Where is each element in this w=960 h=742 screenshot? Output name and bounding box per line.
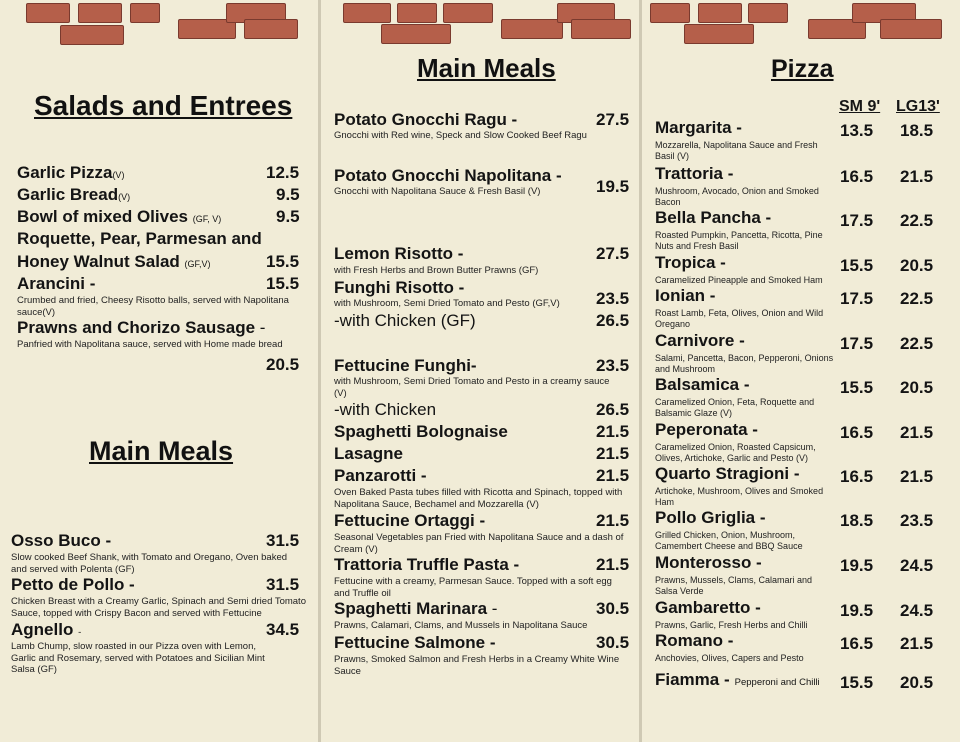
brick-decoration <box>0 0 318 46</box>
funghi-risotto: Funghi Risotto - <box>334 278 465 297</box>
pizza-name <box>655 375 750 395</box>
main-meals-heading: Main Meals <box>417 53 556 83</box>
agnello: Agnello - <box>11 620 82 639</box>
pizza-name <box>655 253 726 273</box>
pizza-desc: Mushroom, Avocado, Onion and Smoked Bacon <box>655 186 819 207</box>
pizza-price-small: 15.5 <box>840 673 874 692</box>
pizza-name-text: Gambaretto - <box>655 598 761 617</box>
pizza-desc: Caramelized Onion, Feta, Roquette and Balsamic Glaze (V) <box>655 397 815 418</box>
pizza-name <box>655 331 745 351</box>
fettucine-funghi-desc: with Mushroom, Semi Dried Tomato and Pesto in a creamy sauce (V) <box>334 376 610 399</box>
trattoria-truffle-pasta-desc: Fettucine with a creamy, Parmesan Sauce. Topped with a soft egg and Truffle oil <box>334 576 612 599</box>
large-size-header: LG13' <box>896 98 940 115</box>
pizza-name <box>655 118 742 138</box>
roquette-salad-line1: Roquette, Pear, Parmesan and <box>17 229 262 248</box>
pizza-desc: Artichoke, Mushroom, Olives and Smoked Ham <box>655 486 824 507</box>
pizza-desc: Anchovies, Olives, Capers and Pesto <box>655 653 804 663</box>
roquette-salad-line2: Honey Walnut Salad (GF,V) <box>17 252 211 271</box>
pizza-price-small: 16.5 <box>840 167 874 186</box>
pizza-price-small: 16.5 <box>840 423 874 442</box>
pizza-name <box>655 420 758 440</box>
menu-panel-salads <box>0 0 318 742</box>
pizza-name <box>655 631 733 651</box>
arancini: Arancini - <box>17 274 96 293</box>
fettucine-funghi-price: 23.5 <box>596 356 630 375</box>
garlic-pizza: Garlic Pizza(V) <box>17 163 125 182</box>
agnello-desc: Lamb Chump, slow roasted in our Pizza oven with Lemon, Garlic and Rosemary, served with Potatoes and Sicilian Mint Salsa (GF) <box>11 641 265 675</box>
pizza-desc: Grilled Chicken, Onion, Mushroom, Camembert Cheese and BBQ Sauce <box>655 530 803 551</box>
pizza-price-large: 23.5 <box>900 511 934 530</box>
menu-panel-pizza <box>642 0 960 742</box>
funghi-risotto-chicken-price: 26.5 <box>596 311 630 330</box>
pizza-desc: Prawns, Garlic, Fresh Herbs and Chilli <box>655 620 808 630</box>
fettucine-funghi-chicken-price: 26.5 <box>596 400 630 419</box>
pizza-name-text: Ionian - <box>655 286 716 305</box>
roquette-salad-price: 15.5 <box>266 252 300 271</box>
gnocchi-napolitana: Potato Gnocchi Napolitana - <box>334 166 562 185</box>
spaghetti-bolognaise: Spaghetti Bolognaise <box>334 422 508 441</box>
gnocchi-ragu: Potato Gnocchi Ragu - <box>334 110 518 129</box>
petto-de-pollo-desc: Chicken Breast with a Creamy Garlic, Spinach and Semi dried Tomato Sauce, topped with Crispy Bacon and served with Fettucine <box>11 596 306 619</box>
menu-panel-main-meals <box>321 0 639 742</box>
pizza-desc: Salami, Pancetta, Bacon, Pepperoni, Onions and Mushroom <box>655 353 834 374</box>
olives: Bowl of mixed Olives (GF, V) <box>17 207 222 226</box>
pizza-desc: Roasted Pumpkin, Pancetta, Ricotta, Pine Nuts and Fresh Basil <box>655 230 823 251</box>
lemon-risotto: Lemon Risotto - <box>334 244 464 263</box>
fettucine-salmone-price: 30.5 <box>596 633 630 652</box>
spaghetti-bolognaise-price: 21.5 <box>596 422 630 441</box>
pizza-price-small: 16.5 <box>840 634 874 653</box>
pizza-name <box>655 598 761 618</box>
pizza-name-text: Peperonata - <box>655 420 758 439</box>
pizza-name-text: Romano - <box>655 631 734 650</box>
gnocchi-ragu-desc: Gnocchi with Red wine, Speck and Slow Cooked Beef Ragu <box>334 130 587 141</box>
pizza-price-large: 22.5 <box>900 211 934 230</box>
arancini-desc: Crumbed and fried, Cheesy Risotto balls, served with Napolitana sauce(V) <box>17 295 289 318</box>
pizza-desc: Mozzarella, Napolitana Sauce and Fresh Basil (V) <box>655 140 818 161</box>
pizza-desc: Caramelized Pineapple and Smoked Ham <box>655 275 823 285</box>
pizza-name-text: Pollo Griglia - <box>655 508 766 527</box>
lasagne: Lasagne <box>334 444 403 463</box>
panzarotti-desc: Oven Baked Pasta tubes filled with Ricotta and Spinach, topped with Napolitana Sauce, Bechamel and Mozzarella (V) <box>334 487 623 510</box>
brick-decoration <box>321 0 639 46</box>
pizza-price-large: 18.5 <box>900 121 934 140</box>
pizza-desc: Pepperoni and Chilli <box>734 677 820 688</box>
pizza-price-large: 24.5 <box>900 601 934 620</box>
arancini-price: 15.5 <box>266 274 300 293</box>
pizza-name-text: Tropica - <box>655 253 726 272</box>
pizza-price-large: 24.5 <box>900 556 934 575</box>
pizza-name-text: Bella Pancha - <box>655 208 772 227</box>
lemon-risotto-price: 27.5 <box>596 244 630 263</box>
lemon-risotto-desc: with Fresh Herbs and Brown Butter Prawns (GF) <box>334 265 539 276</box>
pizza-desc: Prawns, Mussels, Clams, Calamari and Salsa Verde <box>655 575 813 596</box>
petto-de-pollo-price: 31.5 <box>266 575 300 594</box>
brick-decoration <box>642 0 960 46</box>
fettucine-salmone: Fettucine Salmone - <box>334 633 496 652</box>
pizza-price-small: 16.5 <box>840 467 874 486</box>
pizza-price-small: 15.5 <box>840 256 874 275</box>
pizza-price-small: 17.5 <box>840 289 874 308</box>
pizza-heading: Pizza <box>771 55 834 83</box>
panzarotti: Panzarotti - <box>334 466 427 485</box>
pizza-price-large: 20.5 <box>900 378 934 397</box>
osso-buco-desc: Slow cooked Beef Shank, with Tomato and Oregano, Oven baked and served with Polenta (GF) <box>11 552 288 575</box>
garlic-bread: Garlic Bread(V) <box>17 185 131 204</box>
fettucine-ortaggi-price: 21.5 <box>596 511 630 530</box>
pizza-price-small: 15.5 <box>840 378 874 397</box>
pizza-price-large: 21.5 <box>900 634 934 653</box>
trattoria-truffle-pasta: Trattoria Truffle Pasta - <box>334 555 520 574</box>
prawns-chorizo: Prawns and Chorizo Sausage - <box>17 318 266 337</box>
funghi-risotto-price: 23.5 <box>596 289 630 308</box>
trattoria-truffle-pasta-price: 21.5 <box>596 555 630 574</box>
pizza-name <box>655 553 762 573</box>
spaghetti-marinara-price: 30.5 <box>596 599 630 618</box>
fettucine-ortaggi: Fettucine Ortaggi - <box>334 511 486 530</box>
pizza-name-text: Fiamma - <box>655 670 730 689</box>
pizza-name <box>655 164 733 184</box>
funghi-risotto-chicken: -with Chicken (GF) <box>334 311 476 330</box>
fettucine-salmone-desc: Prawns, Smoked Salmon and Fresh Herbs in a Creamy White Wine Sauce <box>334 654 620 677</box>
pizza-desc: Caramelized Onion, Roasted Capsicum, Olives, Artichoke, Garlic and Pesto (V) <box>655 442 816 463</box>
pizza-name <box>655 508 766 528</box>
fettucine-funghi-chicken: -with Chicken <box>334 400 437 419</box>
pizza-price-large: 22.5 <box>900 289 934 308</box>
gnocchi-ragu-price: 27.5 <box>596 110 630 129</box>
panzarotti-price: 21.5 <box>596 466 630 485</box>
pizza-price-small: 18.5 <box>840 511 874 530</box>
pizza-price-small: 13.5 <box>840 121 874 140</box>
pizza-name-text: Quarto Stragioni - <box>655 464 800 483</box>
pizza-price-large: 20.5 <box>900 256 934 275</box>
spaghetti-marinara: Spaghetti Marinara - <box>334 599 498 618</box>
pizza-desc: Roast Lamb, Feta, Olives, Onion and Wild Oregano <box>655 308 824 329</box>
salads-heading: Salads and Entrees <box>34 90 293 121</box>
pizza-name-text: Balsamica - <box>655 375 750 394</box>
pizza-price-small: 19.5 <box>840 556 874 575</box>
pizza-name-text: Monterosso - <box>655 553 762 572</box>
garlic-bread-price: 9.5 <box>276 185 300 204</box>
pizza-price-large: 20.5 <box>900 673 934 692</box>
osso-buco: Osso Buco - <box>11 531 112 550</box>
pizza-price-large: 21.5 <box>900 167 934 186</box>
pizza-name <box>655 670 820 690</box>
pizza-name <box>655 208 771 228</box>
fettucine-funghi: Fettucine Funghi- <box>334 356 477 375</box>
pizza-price-large: 21.5 <box>900 467 934 486</box>
pizza-price-small: 17.5 <box>840 211 874 230</box>
pizza-price-small: 19.5 <box>840 601 874 620</box>
pizza-name <box>655 464 800 484</box>
prawns-chorizo-desc: Panfried with Napolitana sauce, served with Home made bread <box>17 339 283 350</box>
olives-price: 9.5 <box>276 207 300 226</box>
garlic-pizza-price: 12.5 <box>266 163 300 182</box>
small-size-header: SM 9' <box>839 98 881 115</box>
gnocchi-napolitana-desc: Gnocchi with Napolitana Sauce & Fresh Basil (V) <box>334 186 541 197</box>
pizza-name <box>655 286 715 306</box>
pizza-price-large: 21.5 <box>900 423 934 442</box>
gnocchi-napolitana-price: 19.5 <box>596 177 630 196</box>
osso-buco-price: 31.5 <box>266 531 300 550</box>
fettucine-ortaggi-desc: Seasonal Vegetables pan Fried with Napolitana Sauce and a dash of Cream (V) <box>334 532 624 555</box>
funghi-risotto-desc: with Mushroom, Semi Dried Tomato and Pesto (GF,V) <box>334 298 560 309</box>
agnello-price: 34.5 <box>266 620 300 639</box>
main-meals-heading-left: Main Meals <box>89 436 234 466</box>
prawns-chorizo-price: 20.5 <box>266 355 300 374</box>
pizza-name-text: Margarita - <box>655 118 742 137</box>
pizza-price-small: 17.5 <box>840 334 874 353</box>
pizza-name-text: Trattoria - <box>655 164 734 183</box>
pizza-price-large: 22.5 <box>900 334 934 353</box>
pizza-name-text: Carnivore - <box>655 331 745 350</box>
lasagne-price: 21.5 <box>596 444 630 463</box>
spaghetti-marinara-desc: Prawns, Calamari, Clams, and Mussels in Napolitana Sauce <box>334 620 588 631</box>
petto-de-pollo: Petto de Pollo - <box>11 575 135 594</box>
